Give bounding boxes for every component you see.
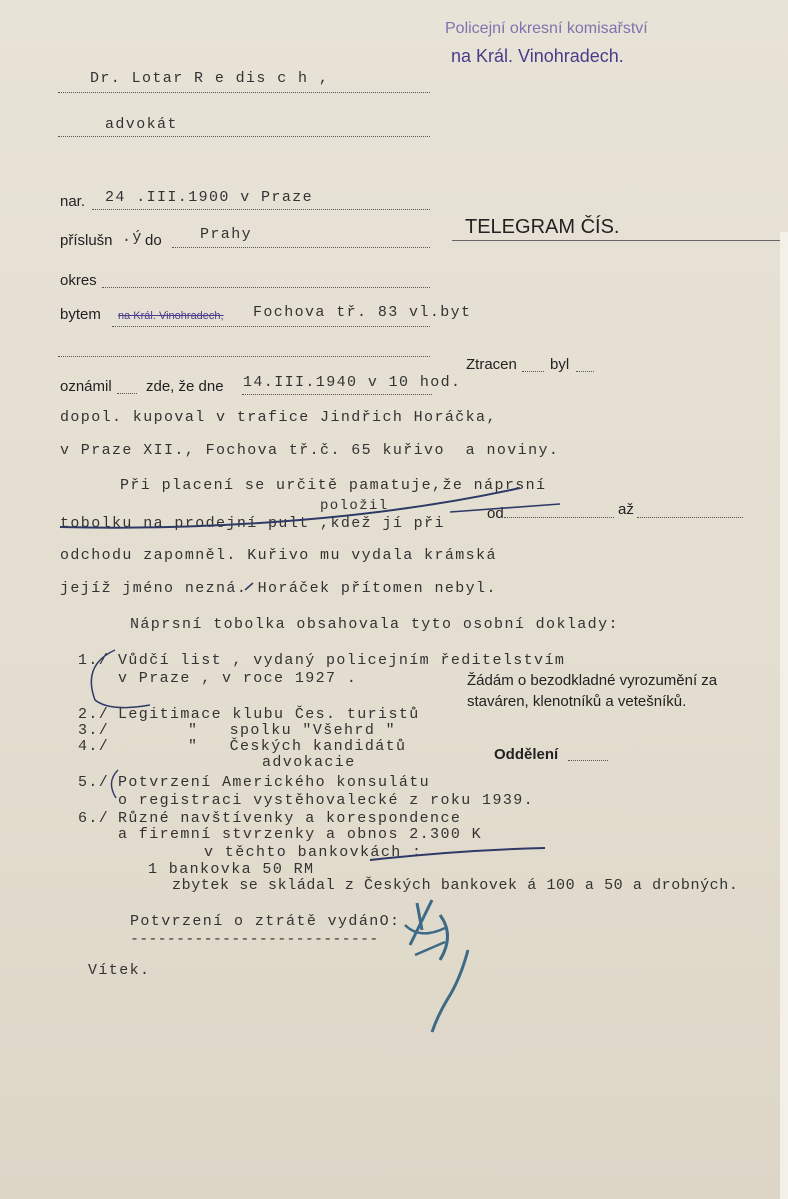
office-stamp-line2: na Král. Vinohradech. [451, 46, 624, 66]
domicile-field: Prahy [200, 226, 253, 243]
item-text-5: Potvrzení Amerického konsulátu [118, 774, 431, 791]
confirmation-line: Potvrzení o ztrátě vydánO: [130, 913, 401, 930]
report-date: 14.III.1940 v 10 hod. [243, 374, 462, 391]
bytem-label: bytem [60, 306, 101, 323]
zde-label: zde, že dne [146, 378, 224, 395]
body-line-4: tobolku na prodejní pult ,kdež jí při [60, 515, 445, 532]
item-num-3: 3./ [78, 722, 110, 739]
item-text-6c: v těchto bankovkách : [204, 844, 423, 861]
body-line-2: v Praze XII., Fochova tř.č. 65 kuřivo a noviny. [60, 442, 560, 459]
item-text-5b: o registraci vystěhovalecké z roku 1939. [118, 792, 535, 809]
item-text-6d: 1 bankovka 50 RM [148, 861, 315, 878]
request-line-1: Žádám o bezodkladné vyrozumění za [467, 672, 718, 689]
body-line-6: jejíž jméno nezná. Horáček přítomen nebyl. [60, 580, 497, 597]
byl-label: byl [550, 356, 570, 373]
item-text-6: Různé navštívenky a korespondence [118, 810, 462, 827]
item-num-4: 4./ [78, 738, 110, 755]
item-num-2: 2./ [78, 706, 110, 723]
confirmation-dashes: --------------------------- [130, 931, 379, 948]
prislusn-label: příslušn [60, 232, 113, 249]
birth-field: 24 .III.1900 v Praze [105, 189, 314, 206]
occupation-field: advokát [105, 116, 178, 133]
item-text-4: " Českých kandidátů [188, 738, 407, 755]
address-field: Fochova tř. 83 vl.byt [253, 304, 472, 321]
od-label: od [487, 505, 504, 522]
do-label: do [145, 232, 162, 249]
telegram-heading: TELEGRAM ČÍS. [465, 216, 620, 238]
oddeleni-label: Oddělení [494, 746, 559, 763]
item-text-3: " spolku "Všehrd " [188, 722, 397, 739]
item-text-1b: v Praze , v roce 1927 . [118, 670, 358, 687]
prislusn-mark: .ý [122, 229, 143, 246]
ztracen-label: Ztracen [466, 356, 517, 373]
body-line-5: odchodu zapomněl. Kuřivo mu vydala krámská [60, 547, 497, 564]
item-num-5: 5./ [78, 774, 110, 791]
request-line-2: staváren, klenotníků a vetešníků. [467, 693, 687, 710]
signature-name: Vítek. [88, 962, 151, 979]
oznamil-label: oznámil [60, 378, 112, 395]
az-label: až [618, 501, 634, 518]
body-line-1: dopol. kupoval v trafice Jindřich Horáčka, [60, 409, 497, 426]
nar-label: nar. [60, 193, 86, 210]
okres-label: okres [60, 272, 97, 289]
item-text-1: Vůdčí list , vydaný policejním ředitelstvím [118, 652, 566, 669]
body-insert-word: položil [320, 498, 389, 514]
item-text-4b: advokacie [262, 754, 356, 771]
body-line-3: Při placení se určitě pamatuje,že náprsní [120, 477, 547, 494]
item-text-2: Legitimace klubu Čes. turistů [118, 706, 420, 723]
item-num-1: 1./ [78, 652, 110, 669]
item-text-6b: a firemní stvrzenky a obnos 2.300 K [118, 826, 483, 843]
struck-address-stamp: na Král. Vinohradech, [118, 310, 224, 322]
name-field: Dr. Lotar R e dis c h , [90, 70, 330, 87]
office-stamp-line1: Policejní okresní komisařství [445, 20, 648, 37]
item-num-6: 6./ [78, 810, 110, 827]
body-line-7: Náprsní tobolka obsahovala tyto osobní doklady: [130, 616, 619, 633]
item-text-6e: zbytek se skládal z Českých bankovek á 100 a 50 a drobných. [172, 877, 739, 894]
